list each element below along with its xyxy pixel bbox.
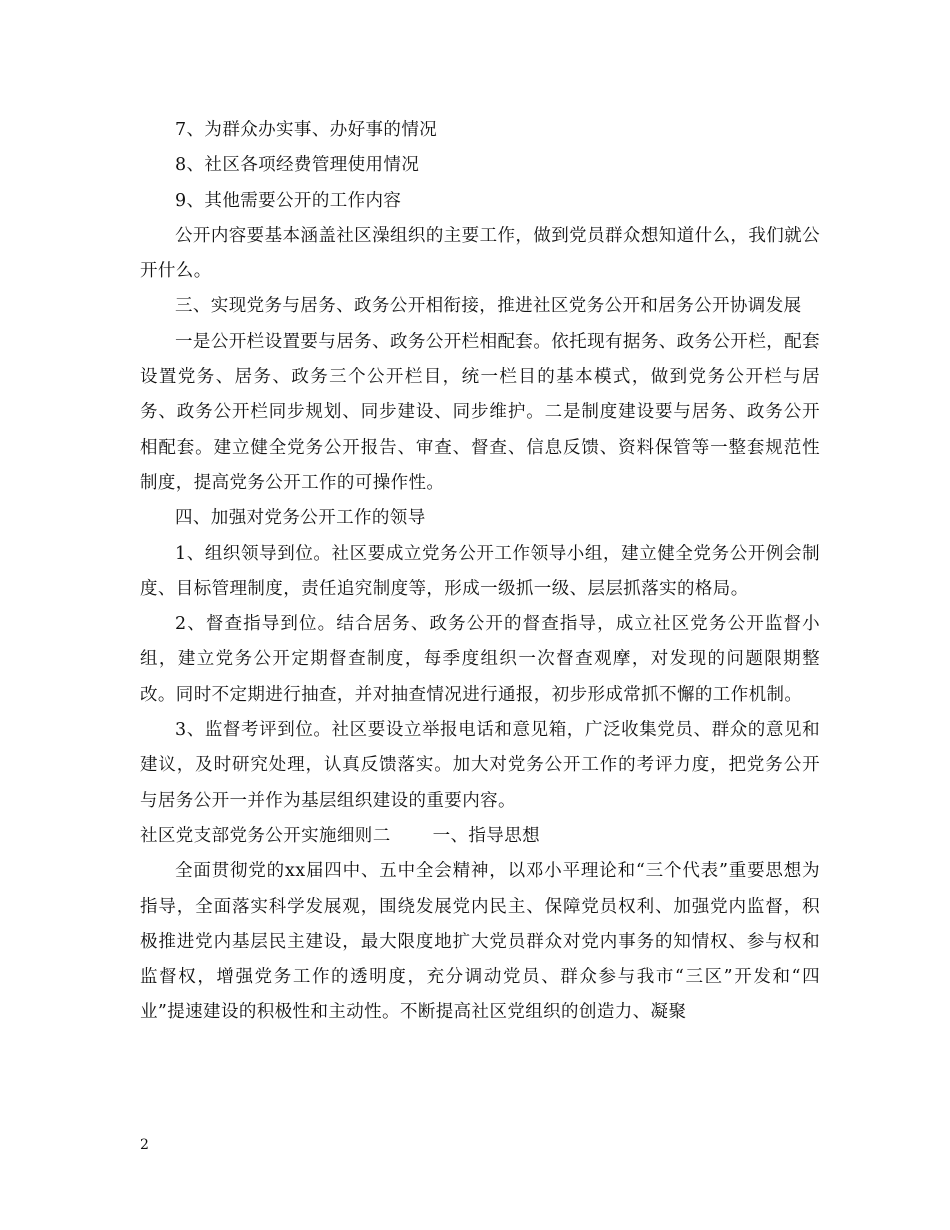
body-paragraph-bulletin: 一是公开栏设置要与居务、政务公开栏相配套。依托现有据务、政务公开栏，配套设置党务、居务、政务三个公开栏目，统一栏目的基本模式，做到党务公开栏与居务、政务公开栏同步规划、同步建设、同步维护。二是制度建设要与居务、政务公开相配套。建立健全党务公开报告、审查、督查、信息反馈、资料保管等一整套规范性制度，提高党务公开工作的可操作性。 bbox=[140, 331, 820, 493]
list-item-9: 9、其他需要公开的工作内容 bbox=[175, 190, 402, 211]
body-paragraph-leadership: 1、组织领导到位。社区要成立党务公开工作领导小组，建立健全党务公开例会制度、目标管理制度，责任追究制度等，形成一级抓一级、层层抓落实的格局。 bbox=[140, 543, 820, 599]
body-paragraph-evaluation: 3、监督考评到位。社区要设立举报电话和意见箱，广泛收集党员、群众的意见和建议，及时研究处理，认真反馈落实。加大对党务公开工作的考评力度，把党务公开与居务公开一并作为基层组织建设的重要内容。 bbox=[140, 720, 820, 811]
page-number: 2 bbox=[140, 1137, 149, 1153]
document-title: 社区党支部党务公开实施细则二 bbox=[140, 825, 391, 846]
list-item-8: 8、社区各项经费管理使用情况 bbox=[175, 155, 420, 176]
section-heading-3: 三、实现党务与居务、政务公开相衔接，推进社区党务公开和居务公开协调发展 bbox=[175, 296, 802, 317]
list-item-7: 7、为群众办实事、办好事的情况 bbox=[175, 120, 438, 140]
section-heading-4: 四、加强对党务公开工作的领导 bbox=[175, 508, 426, 529]
body-paragraph-guiding-thought: 全面贯彻党的xx届四中、五中全会精神，以邓小平理论和“三个代表”重要思想为指导，全面落实科学发展观，围绕发展党内民主、保障党员权利、加强党内监督，积极推进党内基层民主建设，最大限度地扩大党员群众对党内事务的知情权、参与权和监督权，增强党务工作的透明度，充分调动党员、群众参与我市“三区”开发和“四业”提速建设的积极性和主动性。不断提高社区党组织的创造力、凝聚 bbox=[140, 861, 820, 1023]
document-body bbox=[140, 113, 820, 1031]
section-heading-1: 一、指导思想 bbox=[432, 825, 541, 846]
document-title-line bbox=[140, 819, 820, 854]
body-paragraph-supervision: 2、督查指导到位。结合居务、政务公开的督查指导，成立社区党务公开监督小组，建立党务公开定期督查制度，每季度组织一次督查观摩，对发现的问题限期整改。同时不定期进行抽查，并对抽查情况进行通报，初步形成常抓不懈的工作机制。 bbox=[140, 614, 820, 705]
summary-paragraph: 公开内容要基本涵盖社区澡组织的主要工作，做到党员群众想知道什么，我们就公开什么。 bbox=[140, 225, 820, 282]
